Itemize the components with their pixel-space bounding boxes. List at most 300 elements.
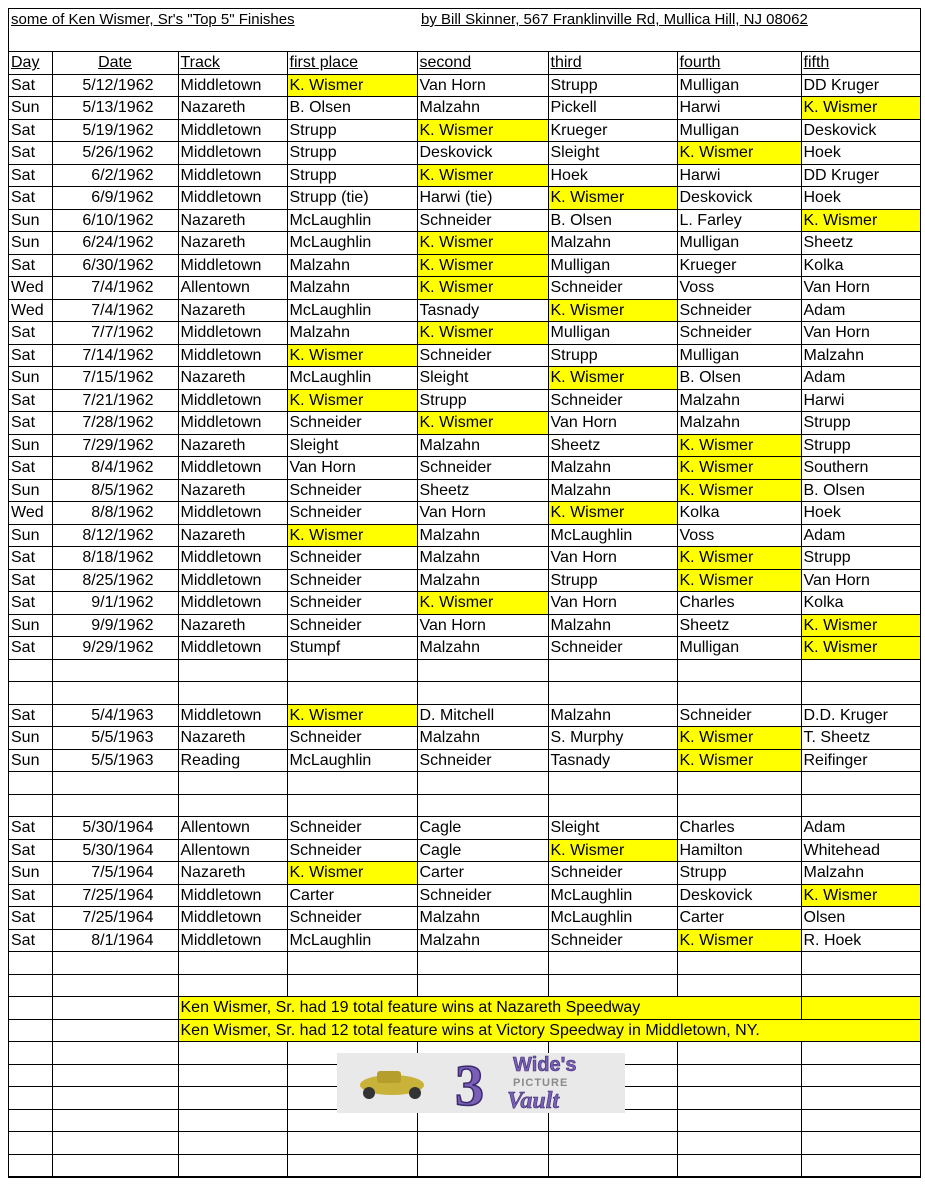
cell-first: K. Wismer (287, 862, 417, 885)
cell-fifth: Adam (801, 367, 920, 390)
table-row (9, 457, 920, 480)
spreadsheet (8, 8, 921, 1178)
cell-date: 6/9/1962 (52, 187, 178, 210)
cell-track: Nazareth (178, 97, 287, 120)
cell-fifth: R. Hoek (801, 929, 920, 952)
table-row (9, 839, 920, 862)
cell-fifth: Hoek (801, 187, 920, 210)
table-row (9, 412, 920, 435)
cell-day: Sat (9, 817, 52, 840)
cell-third: K. Wismer (548, 839, 677, 862)
cell-fourth: Mulligan (677, 74, 801, 97)
cell-second: Harwi (tie) (417, 187, 548, 210)
cell-second: D. Mitchell (417, 704, 548, 727)
cell-first: Schneider (287, 569, 417, 592)
empty-cell (178, 682, 287, 705)
cell-first: Malzahn (287, 322, 417, 345)
table-row (9, 884, 920, 907)
empty-cell (9, 1132, 52, 1155)
empty-cell (801, 772, 920, 795)
table-row (9, 434, 920, 457)
cell-day: Sat (9, 254, 52, 277)
cell-day: Wed (9, 277, 52, 300)
empty-cell (9, 952, 52, 975)
cell-track: Middletown (178, 344, 287, 367)
cell-day: Sat (9, 389, 52, 412)
cell-track: Nazareth (178, 727, 287, 750)
empty-cell (417, 682, 548, 705)
cell-fourth: K. Wismer (677, 479, 801, 502)
cell-third: Malzahn (548, 704, 677, 727)
cell-fourth: K. Wismer (677, 547, 801, 570)
cell-second: Malzahn (417, 929, 548, 952)
cell-third: K. Wismer (548, 187, 677, 210)
cell-third: Sleight (548, 817, 677, 840)
cell-date: 6/2/1962 (52, 164, 178, 187)
cell-day: Sun (9, 367, 52, 390)
cell-third: Strupp (548, 74, 677, 97)
cell-second: Cagle (417, 839, 548, 862)
cell-track: Middletown (178, 704, 287, 727)
cell-second: Tasnady (417, 299, 548, 322)
cell-fourth: K. Wismer (677, 457, 801, 480)
table-row (9, 254, 920, 277)
cell-day: Sat (9, 637, 52, 660)
cell-track: Nazareth (178, 862, 287, 885)
note-row (9, 997, 920, 1020)
cell-fourth: K. Wismer (677, 749, 801, 772)
empty-cell (9, 682, 52, 705)
cell-fourth: L. Farley (677, 209, 801, 232)
blank-row (9, 794, 920, 817)
cell-date: 6/10/1962 (52, 209, 178, 232)
cell-second: Carter (417, 862, 548, 885)
table-row (9, 479, 920, 502)
table-row (9, 727, 920, 750)
cell-third: K. Wismer (548, 367, 677, 390)
cell-first: K. Wismer (287, 524, 417, 547)
blank-row (9, 974, 920, 997)
empty-cell (9, 1154, 52, 1177)
cell-track: Nazareth (178, 524, 287, 547)
cell-first: K. Wismer (287, 344, 417, 367)
empty-cell (417, 772, 548, 795)
empty-cell (801, 952, 920, 975)
empty-cell (9, 1042, 52, 1065)
cell-third: McLaughlin (548, 907, 677, 930)
empty-cell (9, 1087, 52, 1110)
empty-cell (417, 794, 548, 817)
cell-second: Sheetz (417, 479, 548, 502)
cell-third: Tasnady (548, 749, 677, 772)
cell-fourth: B. Olsen (677, 367, 801, 390)
empty-cell (801, 1154, 920, 1177)
cell-date: 8/5/1962 (52, 479, 178, 502)
cell-second: Sleight (417, 367, 548, 390)
table-row (9, 592, 920, 615)
cell-first: K. Wismer (287, 704, 417, 727)
cell-fourth: Schneider (677, 322, 801, 345)
cell-first: Stumpf (287, 637, 417, 660)
cell-track: Middletown (178, 74, 287, 97)
cell-track: Middletown (178, 884, 287, 907)
cell-day: Sun (9, 434, 52, 457)
logo-word-wides: Wide's (513, 1054, 577, 1076)
blank-row (9, 952, 920, 975)
cell-third: Sheetz (548, 434, 677, 457)
cell-fifth: Olsen (801, 907, 920, 930)
cell-fifth: Van Horn (801, 277, 920, 300)
cell-fourth: Mulligan (677, 119, 801, 142)
cell-date: 8/1/1964 (52, 929, 178, 952)
cell-date: 7/4/1962 (52, 277, 178, 300)
cell-date: 9/1/1962 (52, 592, 178, 615)
cell-fifth: Strupp (801, 547, 920, 570)
col-header-fifth: fifth (801, 52, 920, 74)
empty-cell (52, 1019, 178, 1042)
cell-fourth: Mulligan (677, 232, 801, 255)
three-wides-picture-vault-logo (337, 1053, 625, 1113)
empty-cell (548, 682, 677, 705)
cell-date: 7/25/1964 (52, 884, 178, 907)
cell-track: Nazareth (178, 299, 287, 322)
cell-date: 7/5/1964 (52, 862, 178, 885)
cell-third: Hoek (548, 164, 677, 187)
cell-fourth: Hamilton (677, 839, 801, 862)
empty-cell (9, 1109, 52, 1132)
cell-third: K. Wismer (548, 299, 677, 322)
cell-date: 5/30/1964 (52, 839, 178, 862)
cell-first: McLaughlin (287, 209, 417, 232)
cell-third: Malzahn (548, 457, 677, 480)
cell-fifth: Malzahn (801, 862, 920, 885)
column-header-row (9, 52, 920, 74)
cell-second: K. Wismer (417, 277, 548, 300)
empty-cell (52, 682, 178, 705)
empty-cell (417, 1132, 548, 1155)
cell-fifth: Van Horn (801, 322, 920, 345)
cell-fifth: Hoek (801, 502, 920, 525)
cell-fourth: Schneider (677, 704, 801, 727)
logo-word-picture: PICTURE (513, 1077, 569, 1089)
cell-fourth: Krueger (677, 254, 801, 277)
cell-day: Sun (9, 862, 52, 885)
empty-cell (178, 772, 287, 795)
empty-cell (677, 952, 801, 975)
note-row (9, 1019, 920, 1042)
cell-first: Schneider (287, 727, 417, 750)
cell-second: Malzahn (417, 907, 548, 930)
cell-third: Schneider (548, 862, 677, 885)
cell-second: Strupp (417, 389, 548, 412)
cell-third: B. Olsen (548, 209, 677, 232)
table-row (9, 502, 920, 525)
table-row (9, 929, 920, 952)
empty-cell (677, 1154, 801, 1177)
empty-cell (287, 952, 417, 975)
empty-cell (677, 1132, 801, 1155)
empty-cell (677, 772, 801, 795)
cell-date: 5/26/1962 (52, 142, 178, 165)
cell-first: McLaughlin (287, 232, 417, 255)
cell-track: Middletown (178, 389, 287, 412)
cell-first: Schneider (287, 592, 417, 615)
cell-first: B. Olsen (287, 97, 417, 120)
cell-track: Nazareth (178, 614, 287, 637)
table-row (9, 637, 920, 660)
cell-day: Sat (9, 547, 52, 570)
col-header-date: Date (52, 52, 178, 74)
cell-first: Schneider (287, 547, 417, 570)
empty-cell (287, 794, 417, 817)
table-row (9, 74, 920, 97)
cell-day: Sun (9, 749, 52, 772)
cell-second: K. Wismer (417, 164, 548, 187)
empty-cell (801, 1109, 920, 1132)
empty-cell (9, 772, 52, 795)
cell-day: Sat (9, 187, 52, 210)
cell-fifth: Malzahn (801, 344, 920, 367)
cell-day: Sat (9, 322, 52, 345)
empty-cell (417, 974, 548, 997)
empty-cell (178, 1109, 287, 1132)
empty-cell (178, 952, 287, 975)
cell-day: Sat (9, 704, 52, 727)
cell-second: Schneider (417, 457, 548, 480)
cell-fifth: Sheetz (801, 232, 920, 255)
cell-day: Sat (9, 74, 52, 97)
cell-third: K. Wismer (548, 502, 677, 525)
cell-day: Sat (9, 929, 52, 952)
summary-note: Ken Wismer, Sr. had 12 total feature wins at Victory Speedway in Middletown, NY. (178, 1019, 920, 1042)
cell-third: Schneider (548, 929, 677, 952)
cell-first: Sleight (287, 434, 417, 457)
empty-cell (9, 794, 52, 817)
cell-date: 5/5/1963 (52, 727, 178, 750)
cell-fifth: K. Wismer (801, 884, 920, 907)
cell-first: McLaughlin (287, 367, 417, 390)
empty-cell (417, 1154, 548, 1177)
cell-track: Allentown (178, 277, 287, 300)
empty-cell (178, 1042, 287, 1065)
cell-date: 5/13/1962 (52, 97, 178, 120)
cell-date: 8/12/1962 (52, 524, 178, 547)
cell-third: Van Horn (548, 547, 677, 570)
cell-second: Malzahn (417, 569, 548, 592)
cell-second: K. Wismer (417, 232, 548, 255)
cell-track: Reading (178, 749, 287, 772)
cell-date: 6/30/1962 (52, 254, 178, 277)
cell-third: Malzahn (548, 479, 677, 502)
cell-fifth: K. Wismer (801, 209, 920, 232)
table-row (9, 547, 920, 570)
empty-cell (9, 997, 52, 1020)
cell-second: Cagle (417, 817, 548, 840)
cell-date: 7/25/1964 (52, 907, 178, 930)
empty-cell (677, 659, 801, 682)
cell-day: Sat (9, 884, 52, 907)
cell-first: Schneider (287, 479, 417, 502)
cell-first: Schneider (287, 412, 417, 435)
cell-fourth: K. Wismer (677, 434, 801, 457)
table-row (9, 749, 920, 772)
cell-track: Middletown (178, 142, 287, 165)
cell-day: Sun (9, 727, 52, 750)
cell-fourth: Deskovick (677, 187, 801, 210)
cell-first: Strupp (tie) (287, 187, 417, 210)
cell-third: Van Horn (548, 412, 677, 435)
cell-day: Sun (9, 209, 52, 232)
blank-row (9, 659, 920, 682)
empty-cell (548, 1154, 677, 1177)
cell-third: Malzahn (548, 232, 677, 255)
empty-cell (52, 1087, 178, 1110)
cell-second: Malzahn (417, 524, 548, 547)
cell-track: Middletown (178, 502, 287, 525)
empty-cell (801, 1132, 920, 1155)
empty-cell (548, 772, 677, 795)
cell-fifth: B. Olsen (801, 479, 920, 502)
empty-cell (178, 794, 287, 817)
empty-cell (52, 1154, 178, 1177)
cell-track: Middletown (178, 637, 287, 660)
empty-cell (9, 1019, 52, 1042)
table-row (9, 614, 920, 637)
blank-row (9, 1132, 920, 1155)
empty-cell (801, 1064, 920, 1087)
cell-track: Middletown (178, 412, 287, 435)
empty-cell (677, 1064, 801, 1087)
cell-track: Middletown (178, 592, 287, 615)
cell-fourth: K. Wismer (677, 929, 801, 952)
empty-cell (178, 1087, 287, 1110)
cell-fifth: Strupp (801, 412, 920, 435)
cell-second: Malzahn (417, 547, 548, 570)
table-row (9, 367, 920, 390)
cell-second: Malzahn (417, 727, 548, 750)
cell-track: Middletown (178, 254, 287, 277)
cell-first: McLaughlin (287, 929, 417, 952)
cell-first: Malzahn (287, 277, 417, 300)
empty-cell (9, 659, 52, 682)
cell-second: Van Horn (417, 502, 548, 525)
cell-date: 5/30/1964 (52, 817, 178, 840)
cell-first: Malzahn (287, 254, 417, 277)
cell-third: Schneider (548, 637, 677, 660)
cell-fifth: Deskovick (801, 119, 920, 142)
empty-cell (417, 952, 548, 975)
cell-track: Middletown (178, 929, 287, 952)
cell-day: Sun (9, 479, 52, 502)
empty-cell (287, 772, 417, 795)
cell-date: 8/25/1962 (52, 569, 178, 592)
empty-cell (548, 794, 677, 817)
cell-second: K. Wismer (417, 254, 548, 277)
cell-day: Wed (9, 502, 52, 525)
empty-cell (287, 682, 417, 705)
cell-fourth: Voss (677, 277, 801, 300)
cell-date: 7/28/1962 (52, 412, 178, 435)
cell-fifth: K. Wismer (801, 637, 920, 660)
table-row (9, 817, 920, 840)
cell-first: Van Horn (287, 457, 417, 480)
empty-cell (801, 659, 920, 682)
cell-date: 5/12/1962 (52, 74, 178, 97)
table-row (9, 187, 920, 210)
cell-fifth: Adam (801, 299, 920, 322)
cell-fourth: Kolka (677, 502, 801, 525)
table-row (9, 119, 920, 142)
cell-second: K. Wismer (417, 322, 548, 345)
empty-cell (677, 794, 801, 817)
cell-date: 7/21/1962 (52, 389, 178, 412)
cell-fourth: K. Wismer (677, 569, 801, 592)
table-row (9, 232, 920, 255)
empty-cell (52, 1132, 178, 1155)
cell-first: K. Wismer (287, 74, 417, 97)
cell-third: Strupp (548, 344, 677, 367)
cell-day: Wed (9, 299, 52, 322)
cell-day: Sun (9, 524, 52, 547)
empty-cell (548, 952, 677, 975)
cell-fourth: Harwi (677, 97, 801, 120)
cell-third: Schneider (548, 389, 677, 412)
table-row (9, 907, 920, 930)
cell-fourth: K. Wismer (677, 727, 801, 750)
cell-track: Nazareth (178, 367, 287, 390)
table-row (9, 142, 920, 165)
cell-fifth: Harwi (801, 389, 920, 412)
empty-cell (677, 682, 801, 705)
table-row (9, 389, 920, 412)
cell-day: Sat (9, 907, 52, 930)
cell-date: 9/9/1962 (52, 614, 178, 637)
cell-fifth: DD Kruger (801, 164, 920, 187)
empty-cell (52, 1109, 178, 1132)
empty-cell (178, 974, 287, 997)
sheet-header (9, 9, 920, 52)
cell-first: K. Wismer (287, 389, 417, 412)
cell-fifth: Southern (801, 457, 920, 480)
empty-cell (52, 997, 178, 1020)
cell-day: Sat (9, 839, 52, 862)
table-row (9, 569, 920, 592)
empty-cell (52, 952, 178, 975)
cell-fourth: Charles (677, 592, 801, 615)
cell-day: Sat (9, 142, 52, 165)
cell-fifth: K. Wismer (801, 614, 920, 637)
cell-fifth: Adam (801, 817, 920, 840)
cell-third: Mulligan (548, 254, 677, 277)
cell-fifth: Van Horn (801, 569, 920, 592)
cell-day: Sat (9, 457, 52, 480)
cell-second: K. Wismer (417, 412, 548, 435)
cell-date: 7/14/1962 (52, 344, 178, 367)
cell-track: Allentown (178, 839, 287, 862)
cell-second: Schneider (417, 749, 548, 772)
cell-fifth: Strupp (801, 434, 920, 457)
cell-second: Schneider (417, 884, 548, 907)
cell-fourth: Carter (677, 907, 801, 930)
table-row (9, 862, 920, 885)
cell-second: Malzahn (417, 434, 548, 457)
empty-cell (287, 1132, 417, 1155)
summary-note: Ken Wismer, Sr. had 19 total feature wins at Nazareth Speedway (178, 997, 801, 1020)
cell-fourth: Mulligan (677, 637, 801, 660)
empty-cell (801, 1042, 920, 1065)
cell-third: Sleight (548, 142, 677, 165)
cell-second: Van Horn (417, 74, 548, 97)
